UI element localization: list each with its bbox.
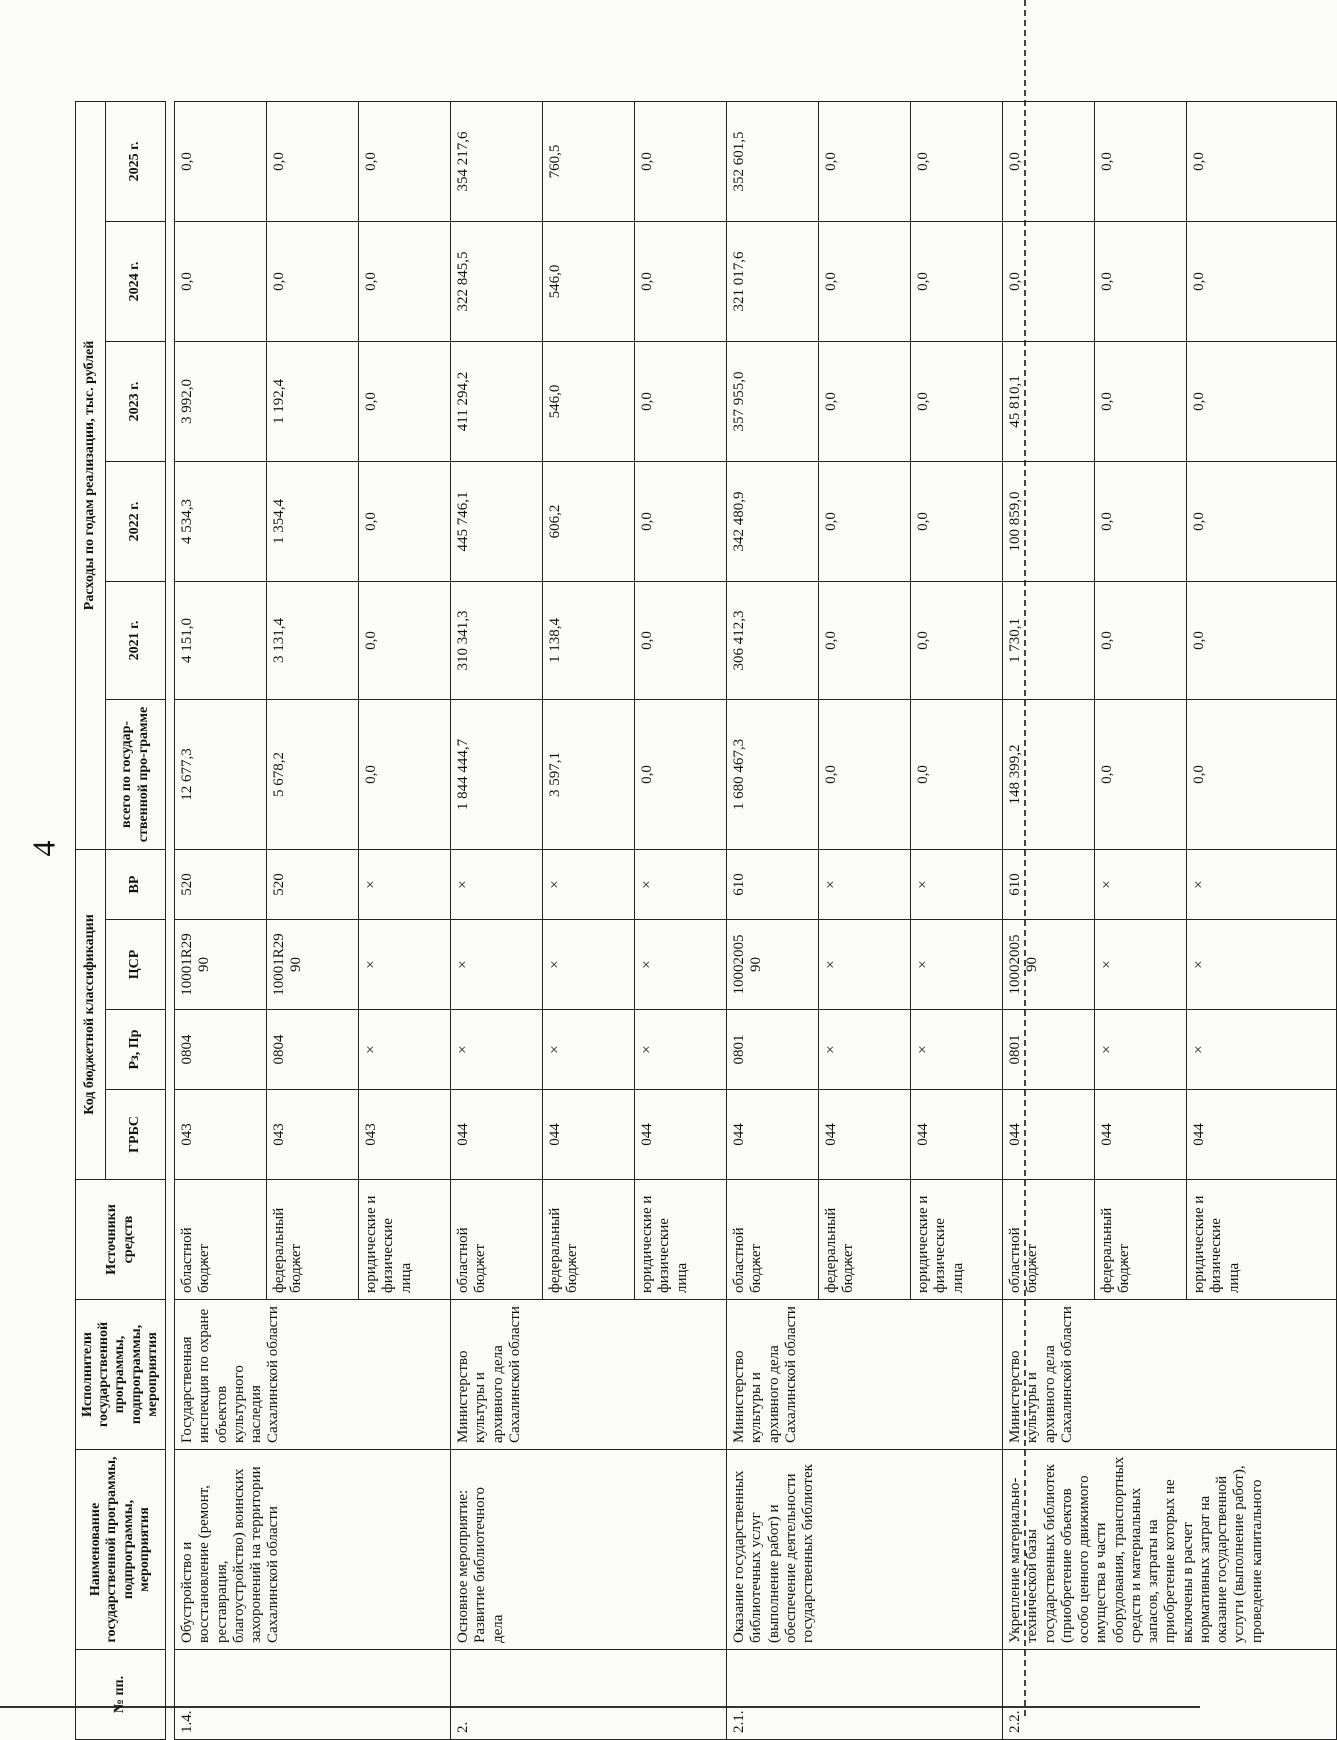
cell-y23: 0,0 (359, 341, 451, 461)
row-source: юридические и физические лица (635, 1180, 727, 1300)
cell-total: 0,0 (635, 699, 727, 849)
row-source: федеральный бюджет (819, 1180, 911, 1300)
cell-csr: × (451, 920, 543, 1010)
header-2025: 2025 г. (106, 101, 166, 221)
cell-y25: 0,0 (267, 101, 359, 221)
cell-y21: 1 138,4 (543, 581, 635, 699)
cell-grbs: 043 (267, 1090, 359, 1180)
row-name: Обустройство и восстановление (ремонт, реставрация, благоустройство) воинских захоронений на территории Сахалинской области (175, 1450, 451, 1650)
cell-y21: 0,0 (911, 581, 1003, 699)
cell-vr: × (819, 849, 911, 919)
cell-total: 12 677,3 (175, 699, 267, 849)
cell-total: 1 680 467,3 (727, 699, 819, 849)
cell-rz: × (819, 1010, 911, 1090)
cell-y21: 0,0 (635, 581, 727, 699)
header-total: всего по государ-ственной про-грамме (106, 699, 166, 849)
cell-y23: 1 192,4 (267, 341, 359, 461)
cell-rz: × (359, 1010, 451, 1090)
row-source: юридические и физические лица (359, 1180, 451, 1300)
header-sources: Источники средств (76, 1180, 166, 1300)
cell-rz: × (635, 1010, 727, 1090)
row-name: Укрепление материально-технической базы государственных библиотек (приобретение объектов особо ценного движимого имущества в части оборудования, транспортных средств и материальных запасов, затраты на приобретение которых не включены в расчет нормативных затрат на оказание государственной услуги (выполнение работ), проведение капитального (1003, 1450, 1337, 1650)
row-number: 1.4. (175, 1650, 451, 1740)
cell-y23: 0,0 (1187, 341, 1337, 461)
cell-y22: 0,0 (359, 461, 451, 581)
cell-y24: 321 017,6 (727, 221, 819, 341)
cell-y24: 0,0 (1095, 221, 1187, 341)
cell-vr: × (911, 849, 1003, 919)
cell-y25: 0,0 (911, 101, 1003, 221)
row-source: юридические и физические лица (911, 1180, 1003, 1300)
cell-rz: × (911, 1010, 1003, 1090)
cell-grbs: 044 (1003, 1090, 1095, 1180)
header-2021: 2021 г. (106, 581, 166, 699)
cell-y21: 3 131,4 (267, 581, 359, 699)
row-executor: Министерство культуры и архивного дела Сахалинской области (727, 1300, 1003, 1450)
cell-y21: 1 730,1 (1003, 581, 1095, 699)
cell-y22: 4 534,3 (175, 461, 267, 581)
cell-y23: 0,0 (911, 341, 1003, 461)
cell-y23: 0,0 (819, 341, 911, 461)
cell-grbs: 044 (819, 1090, 911, 1180)
cell-rz: × (1187, 1010, 1337, 1090)
cell-vr: 520 (175, 849, 267, 919)
row-source: областной бюджет (451, 1180, 543, 1300)
row-executor: Министерство культуры и архивного дела Сахалинской области (1003, 1300, 1337, 1450)
cell-y24: 0,0 (635, 221, 727, 341)
row-source: областной бюджет (1003, 1180, 1095, 1300)
table-row (451, 101, 543, 1739)
cell-csr: × (543, 920, 635, 1010)
cell-grbs: 043 (175, 1090, 267, 1180)
cell-y25: 0,0 (1003, 101, 1095, 221)
cell-y24: 0,0 (359, 221, 451, 341)
cell-csr: × (911, 920, 1003, 1010)
header-expenses: Расходы по годам реализации, тыс. рублей (76, 101, 106, 849)
cell-y23: 357 955,0 (727, 341, 819, 461)
row-source: федеральный бюджет (267, 1180, 359, 1300)
cell-csr: × (819, 920, 911, 1010)
table-body (175, 101, 1337, 1739)
cell-y25: 0,0 (175, 101, 267, 221)
cell-csr: × (359, 920, 451, 1010)
cell-grbs: 044 (911, 1090, 1003, 1180)
cell-y25: 0,0 (635, 101, 727, 221)
row-source: юридические и физические лица (1187, 1180, 1337, 1300)
cell-y21: 0,0 (819, 581, 911, 699)
row-name: Оказание государственных библиотечных услуг (выполнение работ) и обеспечение деятельности государственных библиотек (727, 1450, 1003, 1650)
cell-y25: 760,5 (543, 101, 635, 221)
cell-y21: 0,0 (1095, 581, 1187, 699)
row-number: 2. (451, 1650, 727, 1740)
cell-y23: 546,0 (543, 341, 635, 461)
cell-vr: 610 (1003, 849, 1095, 919)
cell-y22: 0,0 (911, 461, 1003, 581)
cell-grbs: 044 (635, 1090, 727, 1180)
cell-rz: × (1095, 1010, 1187, 1090)
cell-total: 0,0 (1187, 699, 1337, 849)
cell-vr: × (1095, 849, 1187, 919)
cell-y23: 411 294,2 (451, 341, 543, 461)
cell-csr: × (1187, 920, 1337, 1010)
cell-rz: 0801 (727, 1010, 819, 1090)
cell-y22: 0,0 (635, 461, 727, 581)
cell-grbs: 044 (543, 1090, 635, 1180)
cell-vr: 610 (727, 849, 819, 919)
table-row (727, 101, 819, 1739)
budget-table-rotated (75, 102, 1265, 1740)
row-number: 2.1. (727, 1650, 1003, 1740)
cell-grbs: 044 (1187, 1090, 1337, 1180)
cell-csr: × (1095, 920, 1187, 1010)
cell-y25: 0,0 (1095, 101, 1187, 221)
cell-y21: 306 412,3 (727, 581, 819, 699)
cell-y23: 3 992,0 (175, 341, 267, 461)
cell-rz: × (451, 1010, 543, 1090)
cell-y25: 0,0 (1187, 101, 1337, 221)
cell-y22: 0,0 (819, 461, 911, 581)
cell-csr: 10002005 90 (727, 920, 819, 1010)
cell-y25: 0,0 (359, 101, 451, 221)
cell-total: 3 597,1 (543, 699, 635, 849)
cell-total: 148 399,2 (1003, 699, 1095, 849)
row-number: 2.2. (1003, 1650, 1337, 1740)
cell-total: 0,0 (1095, 699, 1187, 849)
cell-y22: 0,0 (1095, 461, 1187, 581)
header-budget-code: Код бюджетной классификации (76, 849, 106, 1179)
cell-vr: 520 (267, 849, 359, 919)
cell-total: 1 844 444,7 (451, 699, 543, 849)
row-name: Основное мероприятие: Развитие библиотечного дела (451, 1450, 727, 1650)
row-source: областной бюджет (175, 1180, 267, 1300)
header-2024: 2024 г. (106, 221, 166, 341)
cell-rz: 0801 (1003, 1010, 1095, 1090)
cell-y21: 0,0 (1187, 581, 1337, 699)
cell-total: 5 678,2 (267, 699, 359, 849)
cell-vr: × (359, 849, 451, 919)
cell-y24: 0,0 (1003, 221, 1095, 341)
cell-total: 0,0 (911, 699, 1003, 849)
cell-y25: 352 601,5 (727, 101, 819, 221)
cell-y22: 606,2 (543, 461, 635, 581)
row-executor: Государственная инспекция по охране объектов культурного наследия Сахалинской области (175, 1300, 451, 1450)
header-rzpr: Рз, Пр (106, 1010, 166, 1090)
cell-y23: 45 810,1 (1003, 341, 1095, 461)
cell-y24: 0,0 (175, 221, 267, 341)
cell-y21: 0,0 (359, 581, 451, 699)
cell-y23: 0,0 (635, 341, 727, 461)
row-source: федеральный бюджет (543, 1180, 635, 1300)
cell-y23: 0,0 (1095, 341, 1187, 461)
cell-y22: 1 354,4 (267, 461, 359, 581)
table-row (1003, 101, 1095, 1739)
cell-csr: × (635, 920, 727, 1010)
header-csr: ЦСР (106, 920, 166, 1010)
table-row (175, 101, 267, 1739)
cell-grbs: 044 (451, 1090, 543, 1180)
cell-y24: 0,0 (911, 221, 1003, 341)
cell-vr: × (543, 849, 635, 919)
cell-vr: × (451, 849, 543, 919)
header-executors: Исполнители государственной программы, подпрограммы, мероприятия (76, 1300, 166, 1450)
header-2023: 2023 г. (106, 341, 166, 461)
cell-y25: 354 217,6 (451, 101, 543, 221)
cell-y25: 0,0 (819, 101, 911, 221)
header-2022: 2022 г. (106, 461, 166, 581)
cell-y24: 0,0 (1187, 221, 1337, 341)
cell-y22: 445 746,1 (451, 461, 543, 581)
cell-grbs: 043 (359, 1090, 451, 1180)
cell-y22: 0,0 (1187, 461, 1337, 581)
cell-y22: 342 480,9 (727, 461, 819, 581)
page-number: 4 (25, 840, 62, 857)
cell-vr: × (635, 849, 727, 919)
row-source: федеральный бюджет (1095, 1180, 1187, 1300)
cell-y24: 322 845,5 (451, 221, 543, 341)
cell-y24: 546,0 (543, 221, 635, 341)
cell-y21: 4 151,0 (175, 581, 267, 699)
cell-csr: 10001R29 90 (267, 920, 359, 1010)
header-grbs: ГРБС (106, 1090, 166, 1180)
cell-total: 0,0 (359, 699, 451, 849)
cell-rz: 0804 (267, 1010, 359, 1090)
cell-rz: × (543, 1010, 635, 1090)
header-vr: ВР (106, 849, 166, 919)
budget-table (75, 101, 1337, 1740)
cell-grbs: 044 (1095, 1090, 1187, 1180)
cell-csr: 10002005 90 (1003, 920, 1095, 1010)
cell-y24: 0,0 (267, 221, 359, 341)
cell-y24: 0,0 (819, 221, 911, 341)
cell-csr: 10001R29 90 (175, 920, 267, 1010)
cell-vr: × (1187, 849, 1337, 919)
row-source: областной бюджет (727, 1180, 819, 1300)
cell-total: 0,0 (819, 699, 911, 849)
header-num: № пп. (76, 1650, 166, 1740)
cell-y21: 310 341,3 (451, 581, 543, 699)
cell-rz: 0804 (175, 1010, 267, 1090)
cell-grbs: 044 (727, 1090, 819, 1180)
cell-y22: 100 859,0 (1003, 461, 1095, 581)
header-name: Наименование государственной программы, подпрограммы, мероприятия (76, 1450, 166, 1650)
row-executor: Министерство культуры и архивного дела Сахалинской области (451, 1300, 727, 1450)
